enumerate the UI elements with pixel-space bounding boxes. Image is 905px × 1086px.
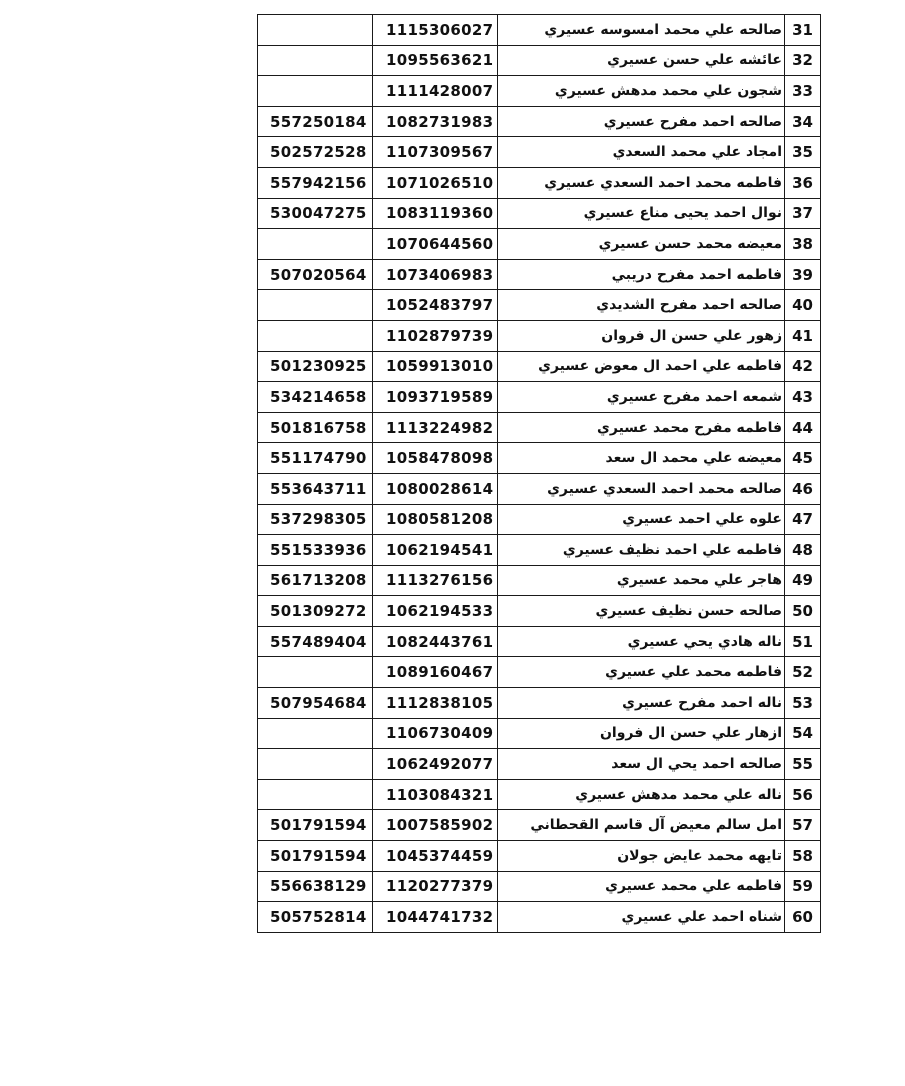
table-row <box>258 15 821 46</box>
row-number-cell: 52 <box>785 657 821 688</box>
row-number-cell: 50 <box>785 596 821 627</box>
name-cell: صالحه علي محمد امسوسه عسيري <box>498 15 785 46</box>
records-table-body <box>258 15 821 933</box>
row-number-cell: 53 <box>785 688 821 719</box>
name-cell: معيضه علي محمد ال سعد <box>498 443 785 474</box>
id-number-cell: 1070644560 <box>373 229 498 260</box>
phone-cell: 501816758 <box>258 412 373 443</box>
name-cell: هاجر علي محمد عسيري <box>498 565 785 596</box>
name-cell: فاطمه علي احمد ال معوض عسيري <box>498 351 785 382</box>
name-cell: صالحه محمد احمد السعدي عسيري <box>498 473 785 504</box>
name-cell: امجاد علي محمد السعدي <box>498 137 785 168</box>
name-cell: عائشه علي حسن عسيري <box>498 45 785 76</box>
phone-cell: 561713208 <box>258 565 373 596</box>
table-row <box>258 473 821 504</box>
phone-cell <box>258 229 373 260</box>
phone-cell <box>258 718 373 749</box>
name-cell: صالحه حسن نظيف عسيري <box>498 596 785 627</box>
row-number-cell: 49 <box>785 565 821 596</box>
table-row <box>258 382 821 413</box>
phone-cell: 537298305 <box>258 504 373 535</box>
table-row <box>258 76 821 107</box>
name-cell: صالحه احمد مفرح عسيري <box>498 106 785 137</box>
table-row <box>258 504 821 535</box>
row-number-cell: 43 <box>785 382 821 413</box>
row-number-cell: 33 <box>785 76 821 107</box>
row-number-cell: 36 <box>785 167 821 198</box>
name-cell: شجون علي محمد مدهش عسيري <box>498 76 785 107</box>
phone-cell: 502572528 <box>258 137 373 168</box>
phone-cell: 501791594 <box>258 810 373 841</box>
id-number-cell: 1062194541 <box>373 535 498 566</box>
phone-cell <box>258 749 373 780</box>
row-number-cell: 37 <box>785 198 821 229</box>
id-number-cell: 1052483797 <box>373 290 498 321</box>
name-cell: فاطمه احمد مفرح دريبي <box>498 259 785 290</box>
records-table <box>257 14 821 933</box>
id-number-cell: 1083119360 <box>373 198 498 229</box>
id-number-cell: 1089160467 <box>373 657 498 688</box>
row-number-cell: 48 <box>785 535 821 566</box>
table-row <box>258 259 821 290</box>
table-row <box>258 412 821 443</box>
id-number-cell: 1113276156 <box>373 565 498 596</box>
row-number-cell: 32 <box>785 45 821 76</box>
phone-cell: 501230925 <box>258 351 373 382</box>
table-row <box>258 657 821 688</box>
name-cell: معيضه محمد حسن عسيري <box>498 229 785 260</box>
name-cell: صالحه احمد مفرح الشديدي <box>498 290 785 321</box>
row-number-cell: 51 <box>785 626 821 657</box>
id-number-cell: 1107309567 <box>373 137 498 168</box>
phone-cell: 507954684 <box>258 688 373 719</box>
id-number-cell: 1082731983 <box>373 106 498 137</box>
table-row <box>258 229 821 260</box>
name-cell: فاطمه علي محمد عسيري <box>498 871 785 902</box>
table-row <box>258 443 821 474</box>
table-row <box>258 749 821 780</box>
phone-cell: 534214658 <box>258 382 373 413</box>
row-number-cell: 60 <box>785 902 821 933</box>
name-cell: شناه احمد علي عسيري <box>498 902 785 933</box>
name-cell: فاطمه علي احمد نظيف عسيري <box>498 535 785 566</box>
phone-cell: 551533936 <box>258 535 373 566</box>
id-number-cell: 1082443761 <box>373 626 498 657</box>
name-cell: فاطمه محمد علي عسيري <box>498 657 785 688</box>
table-row <box>258 810 821 841</box>
id-number-cell: 1058478098 <box>373 443 498 474</box>
phone-cell: 557942156 <box>258 167 373 198</box>
table-row <box>258 106 821 137</box>
id-number-cell: 1080028614 <box>373 473 498 504</box>
table-row <box>258 167 821 198</box>
table-row <box>258 626 821 657</box>
phone-cell: 557250184 <box>258 106 373 137</box>
table-row <box>258 290 821 321</box>
name-cell: ناله علي محمد مدهش عسيري <box>498 779 785 810</box>
id-number-cell: 1071026510 <box>373 167 498 198</box>
id-number-cell: 1103084321 <box>373 779 498 810</box>
id-number-cell: 1115306027 <box>373 15 498 46</box>
row-number-cell: 35 <box>785 137 821 168</box>
row-number-cell: 58 <box>785 841 821 872</box>
id-number-cell: 1102879739 <box>373 320 498 351</box>
phone-cell: 530047275 <box>258 198 373 229</box>
name-cell: ازهار علي حسن ال فروان <box>498 718 785 749</box>
row-number-cell: 57 <box>785 810 821 841</box>
phone-cell: 551174790 <box>258 443 373 474</box>
name-cell: ناله هادي يحي عسيري <box>498 626 785 657</box>
phone-cell: 553643711 <box>258 473 373 504</box>
table-row <box>258 841 821 872</box>
table-row <box>258 871 821 902</box>
name-cell: فاطمه مفرح محمد عسيري <box>498 412 785 443</box>
phone-cell <box>258 15 373 46</box>
table-row <box>258 565 821 596</box>
row-number-cell: 42 <box>785 351 821 382</box>
row-number-cell: 38 <box>785 229 821 260</box>
name-cell: ناله احمد مفرح عسيري <box>498 688 785 719</box>
row-number-cell: 46 <box>785 473 821 504</box>
row-number-cell: 56 <box>785 779 821 810</box>
table-row <box>258 596 821 627</box>
phone-cell: 505752814 <box>258 902 373 933</box>
name-cell: شمعه احمد مفرح عسيري <box>498 382 785 413</box>
id-number-cell: 1062194533 <box>373 596 498 627</box>
table-row <box>258 535 821 566</box>
row-number-cell: 44 <box>785 412 821 443</box>
name-cell: تايهه محمد عايض جولان <box>498 841 785 872</box>
name-cell: فاطمه محمد احمد السعدي عسيري <box>498 167 785 198</box>
table-row <box>258 688 821 719</box>
table-row <box>258 779 821 810</box>
row-number-cell: 39 <box>785 259 821 290</box>
id-number-cell: 1095563621 <box>373 45 498 76</box>
name-cell: نوال احمد يحيى مناع عسيري <box>498 198 785 229</box>
id-number-cell: 1073406983 <box>373 259 498 290</box>
row-number-cell: 40 <box>785 290 821 321</box>
row-number-cell: 55 <box>785 749 821 780</box>
phone-cell: 507020564 <box>258 259 373 290</box>
id-number-cell: 1080581208 <box>373 504 498 535</box>
phone-cell <box>258 45 373 76</box>
id-number-cell: 1113224982 <box>373 412 498 443</box>
name-cell: صالحه احمد يحي ال سعد <box>498 749 785 780</box>
name-cell: زهور علي حسن ال فروان <box>498 320 785 351</box>
row-number-cell: 34 <box>785 106 821 137</box>
id-number-cell: 1044741732 <box>373 902 498 933</box>
name-cell: امل سالم معيض آل قاسم القحطاني <box>498 810 785 841</box>
id-number-cell: 1112838105 <box>373 688 498 719</box>
table-row <box>258 718 821 749</box>
phone-cell <box>258 657 373 688</box>
id-number-cell: 1106730409 <box>373 718 498 749</box>
phone-cell <box>258 290 373 321</box>
table-row <box>258 45 821 76</box>
id-number-cell: 1007585902 <box>373 810 498 841</box>
id-number-cell: 1045374459 <box>373 841 498 872</box>
id-number-cell: 1062492077 <box>373 749 498 780</box>
row-number-cell: 54 <box>785 718 821 749</box>
phone-cell <box>258 320 373 351</box>
table-row <box>258 320 821 351</box>
id-number-cell: 1059913010 <box>373 351 498 382</box>
phone-cell <box>258 779 373 810</box>
table-row <box>258 198 821 229</box>
table-row <box>258 137 821 168</box>
row-number-cell: 31 <box>785 15 821 46</box>
phone-cell <box>258 76 373 107</box>
row-number-cell: 47 <box>785 504 821 535</box>
row-number-cell: 59 <box>785 871 821 902</box>
phone-cell: 556638129 <box>258 871 373 902</box>
row-number-cell: 41 <box>785 320 821 351</box>
id-number-cell: 1093719589 <box>373 382 498 413</box>
phone-cell: 501791594 <box>258 841 373 872</box>
id-number-cell: 1120277379 <box>373 871 498 902</box>
phone-cell: 501309272 <box>258 596 373 627</box>
row-number-cell: 45 <box>785 443 821 474</box>
name-cell: علوه علي احمد عسيري <box>498 504 785 535</box>
table-row <box>258 351 821 382</box>
id-number-cell: 1111428007 <box>373 76 498 107</box>
table-row <box>258 902 821 933</box>
phone-cell: 557489404 <box>258 626 373 657</box>
